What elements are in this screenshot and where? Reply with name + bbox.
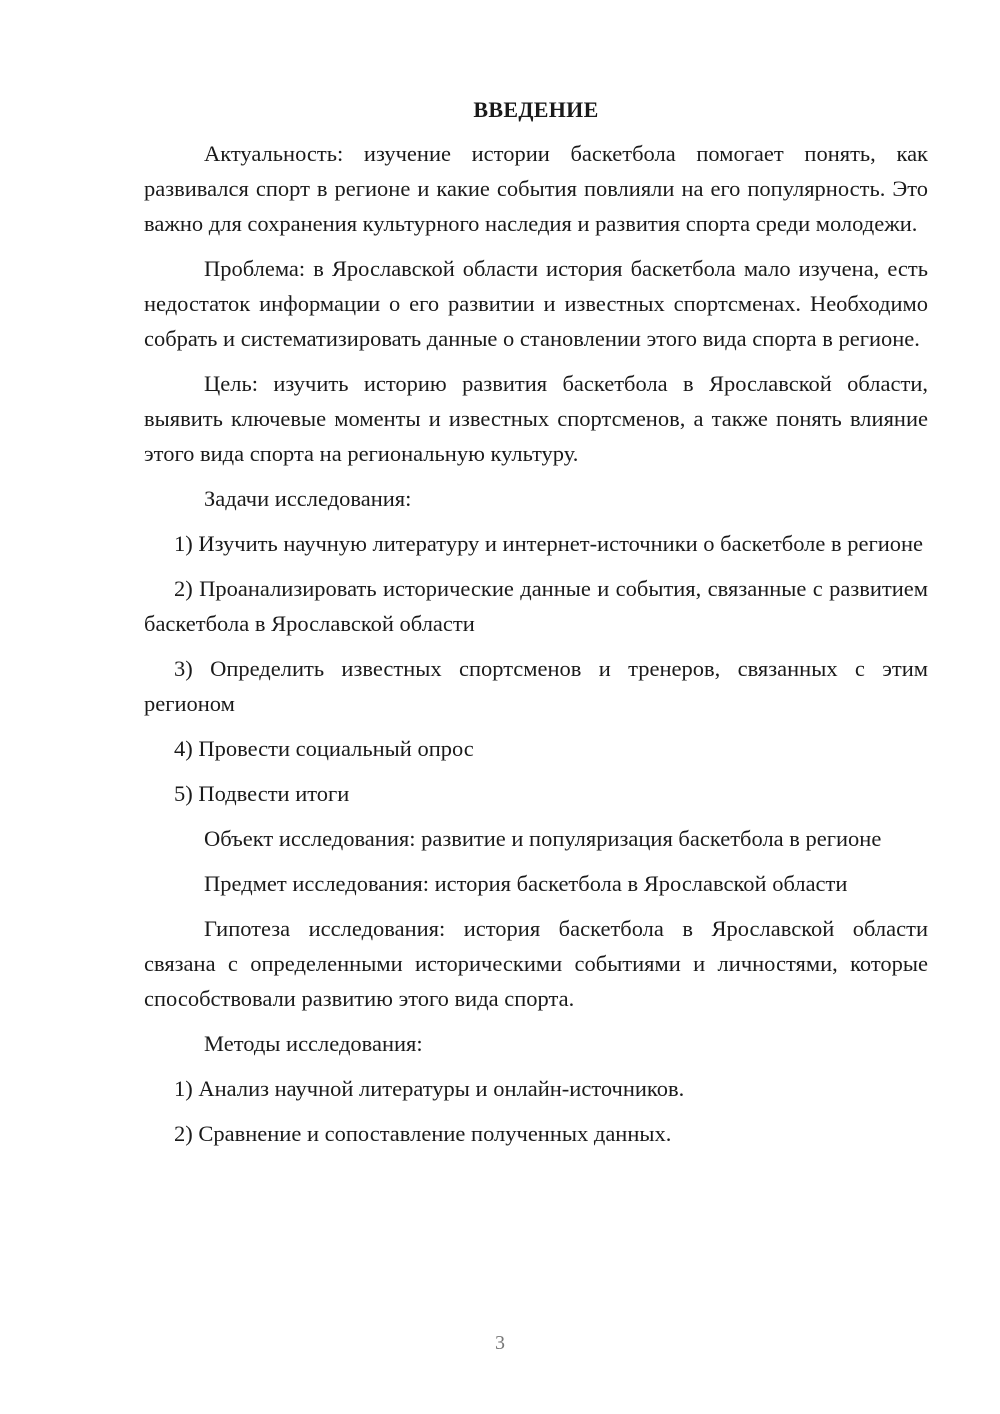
relevance-paragraph: Актуальность: изучение истории баскетбола помогает понять, как развивался спорт в регионе и какие события повлияли на его популярность. Это важно для сохранения культурного наследия и развития спорта среди молодежи.: [144, 141, 928, 236]
task-item: 5) Подвести итоги: [174, 781, 350, 806]
method-item: 1) Анализ научной литературы и онлайн-источников.: [174, 1076, 685, 1101]
task-item: 4) Провести социальный опрос: [174, 736, 474, 761]
document-page: [144, 92, 928, 1161]
page-number: 3: [495, 1332, 505, 1354]
methods-heading: Методы исследования:: [204, 1031, 423, 1056]
problem-paragraph: Проблема: в Ярославской области история баскетбола мало изучена, есть недостаток информации о его развитии и известных спортсменах. Необходимо собрать и систематизировать данные о становлении этого вида спорта в регионе.: [144, 256, 928, 351]
tasks-heading: Задачи исследования:: [204, 486, 412, 511]
task-item: 1) Изучить научную литературу и интернет-источники о баскетболе в регионе: [174, 531, 924, 556]
task-item: 2) Проанализировать исторические данные и события, связанные с развитием баскетбола в Ярославской области: [144, 576, 928, 636]
method-item: 2) Сравнение и сопоставление полученных данных.: [174, 1121, 672, 1146]
task-item: 3) Определить известных спортсменов и тренеров, связанных с этим регионом: [144, 656, 928, 716]
object-paragraph: Объект исследования: развитие и популяризация баскетбола в регионе: [204, 826, 882, 851]
hypothesis-paragraph: Гипотеза исследования: история баскетбола в Ярославской области связана с определенными историческими событиями и личностями, которые способствовали развитию этого вида спорта.: [144, 916, 928, 1011]
subject-paragraph: Предмет исследования: история баскетбола в Ярославской области: [204, 871, 848, 896]
goal-paragraph: Цель: изучить историю развития баскетбола в Ярославской области, выявить ключевые моменты и известных спортсменов, а также понять влияние этого вида спорта на региональную культуру.: [144, 371, 928, 466]
page-title: ВВЕДЕНИЕ: [473, 97, 599, 122]
